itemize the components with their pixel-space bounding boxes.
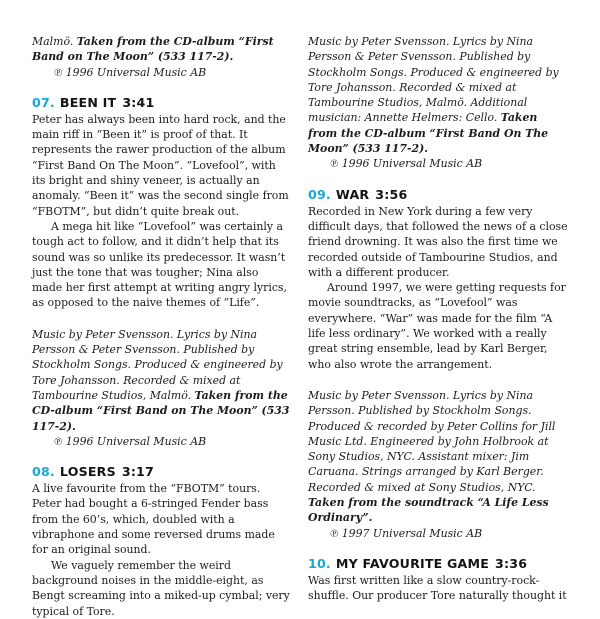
track-09 (308, 187, 568, 541)
track-duration: 3:17 (121, 464, 154, 480)
track-10 (308, 556, 568, 604)
track-08 (32, 464, 292, 619)
right-column (308, 34, 568, 604)
track-title: MY FAVOURITE GAME (335, 555, 490, 571)
track-title: WAR (335, 186, 370, 202)
track-number: 07. (32, 94, 55, 110)
right-intro-pline: ℗ 1996 Universal Music AB (330, 157, 483, 171)
track-duration: 3:36 (495, 555, 528, 571)
track-09-paragraph-2: Around 1997, we were getting requests for movie soundtracks, as “Lovefool” was everywhere. “War” was made for the film “A life less ordinary”. We worked with a really great string ensemble, lead by Karl Berger, who also wrote the arrangement. (308, 281, 566, 371)
track-09-heading (308, 187, 568, 203)
track-07-paragraph-1: Peter has always been into hard rock, and the main riff in “Been it” is proof of that. It represents the rawer production of the album “First Band On The Moon”. “Lovefool”, with its bright and shiny veneer, is actually an anomaly. “Been it” was the second single from “FBOTM”, but didn’t quite break out. (32, 112, 289, 218)
track-07-paragraph-2: A mega hit like “Lovefool” was certainly a tough act to follow, and it didn’t help that its sound was so unlike its predecessor. It wasn’t just the tone that was tougher; Nina also made her first attempt at writing angry lyrics, as opposed to the naive themes of “Life”. (32, 219, 287, 310)
track-07-credits (32, 327, 292, 434)
credit-bold: Taken from the CD-album “First Band On The Moon” (533 117-2). (308, 111, 549, 156)
track-title: BEEN IT (59, 94, 117, 110)
track-07-heading (32, 95, 292, 111)
track-09-pline: ℗ 1997 Universal Music AB (330, 526, 483, 540)
track-number: 08. (32, 464, 55, 480)
intro-credit-bold: Taken from the CD-album “First Band on The Moon” (533 117-2). (32, 35, 274, 64)
track-number: 10. (308, 555, 331, 571)
intro-pline: ℗ 1996 Universal Music AB (54, 65, 207, 79)
track-number: 09. (308, 186, 331, 202)
credit-bold: Taken from the CD-album “First Band on The Moon” (533 117-2). (32, 388, 290, 433)
track-10-paragraph-1: Was first written like a slow country-rock-shuffle. Our producer Tore naturally thought it (308, 573, 567, 603)
intro-credit (32, 34, 292, 65)
credit-plain: Music by Peter Svensson. Lyrics by Nina Persson. Published by Stockholm Songs. Produced & recorded by Peter Collins for Jill Music Ltd. Engineered by John Holbrook at Sony Studios, NYC. Assistant mixer: Jim Caruana. Strings arranged by Karl Berger. Recorded & mixed at Sony Studios, NYC. (308, 388, 556, 494)
credit-plain: Music by Peter Svensson. Lyrics by Nina Persson & Peter Svensson. Published by Stockholm Songs. Produced & engineered by Tore Johansson. Recorded & mixed at Tambourine Studios, Malmö. (32, 327, 283, 402)
credit-bold: Taken from the soundtrack “A Life Less Ordinary”. (308, 496, 549, 525)
track-duration: 3:56 (375, 186, 408, 202)
track-08-paragraph-2: We vaguely remember the weird background noises in the middle-eight, as Bengt screaming into a miked-up cymbal; very typical of Tore. (32, 558, 290, 618)
track-09-credits (308, 388, 568, 526)
track-08-paragraph-1: A live favourite from the “FBOTM” tours. Peter had bought a 6-stringed Fender bass from the 60’s, which, doubled with a vibraphone and some reversed drums made for an original sound. (32, 482, 275, 557)
right-intro-credit (308, 34, 568, 156)
track-10-heading (308, 556, 568, 572)
track-07 (32, 95, 292, 449)
credit-plain: Music by Peter Svensson. Lyrics by Nina Persson & Peter Svensson. Published by Stockholm Songs. Produced & engineered by Tore Johansson. Recorded & mixed at Tambourine Studios, Malmö. Additional musician: Annette Helmers: Cello. (308, 35, 559, 125)
left-column (32, 34, 292, 619)
track-09-paragraph-1: Recorded in New York during a few very difficult days, that followed the news of a close friend drowning. It was also the first time we recorded outside of Tambourine Studios, and with a different producer. (308, 204, 568, 279)
intro-credit-plain: Malmö. (32, 35, 77, 48)
track-title: LOSERS (59, 464, 116, 480)
track-07-pline: ℗ 1996 Universal Music AB (54, 434, 207, 448)
track-08-heading (32, 464, 292, 480)
track-duration: 3:41 (122, 94, 155, 110)
